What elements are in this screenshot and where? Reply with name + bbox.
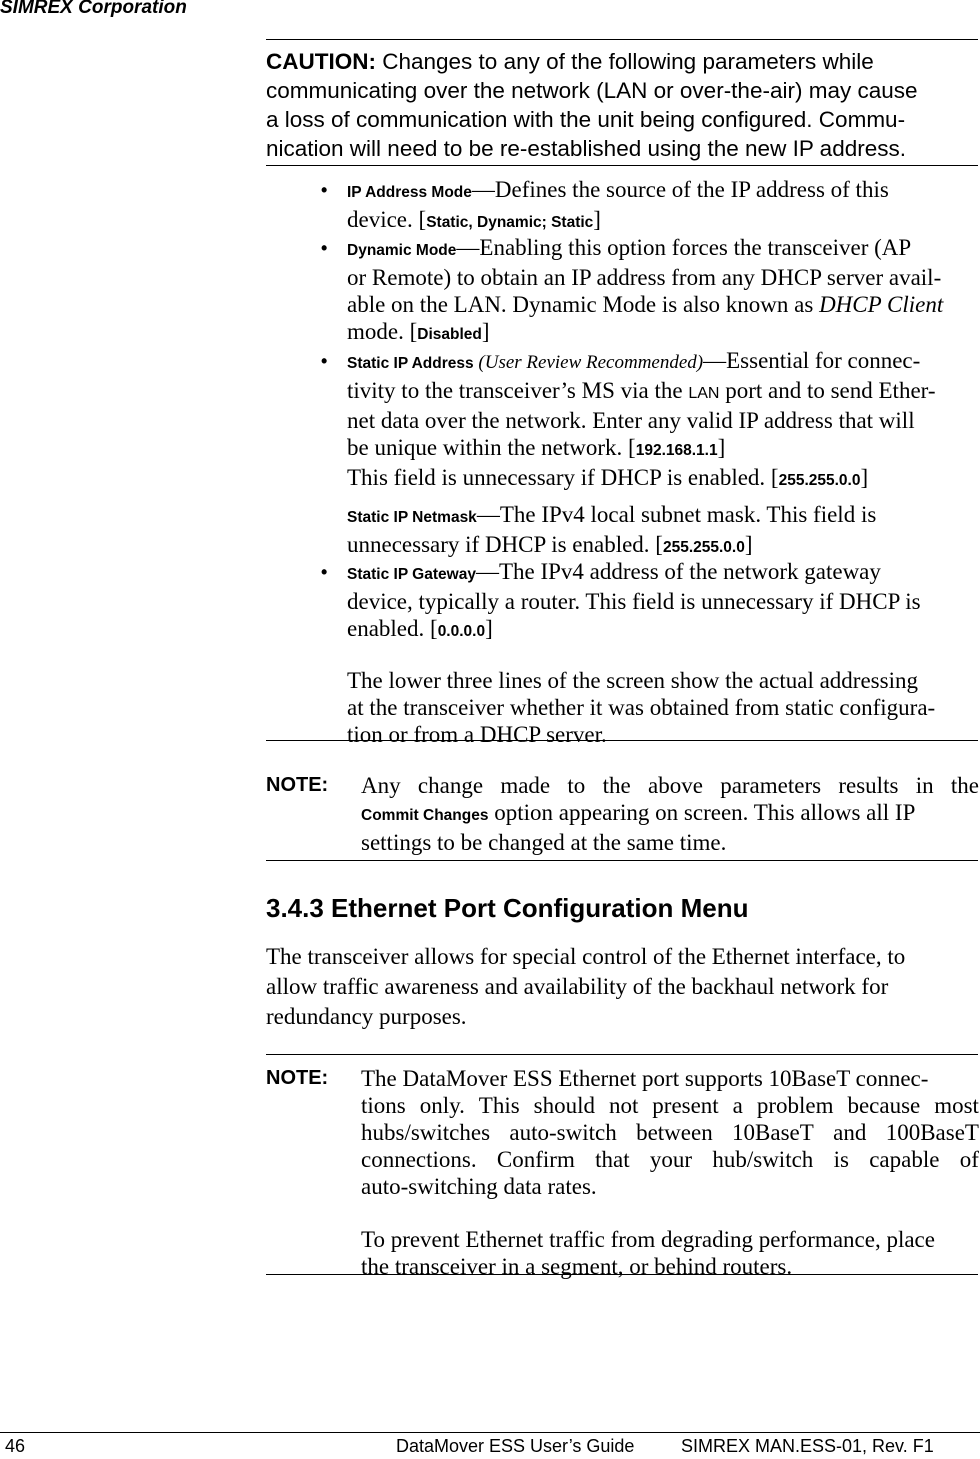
- static-ip-address-item: Static IP Address (User Review Recommended)—Essential for connec- tivity to the transceiver’s MS via the LAN port and to send Ether- net data over the network. Enter any valid IP address that will be unique within the network. [192.168.1.1] This field is unnecessary if DHCP is enabled. [255.255.0.0]: [347, 348, 936, 490]
- note2-label: NOTE:: [266, 1067, 329, 1089]
- caution-top-rule: [266, 39, 978, 40]
- caution-line-1: CAUTION: Changes to any of the following parameters while: [266, 49, 874, 74]
- static-ip-address-default: 192.168.1.1: [635, 442, 718, 459]
- footer-page-number: 46: [5, 1436, 26, 1456]
- ip-address-mode-item: IP Address Mode—Defines the source of the IP address of this device. [Static, Dynamic; Static]: [347, 177, 889, 232]
- dhcp-client-term: DHCP Client: [819, 292, 944, 317]
- ip-address-mode-default: Static, Dynamic; Static: [426, 214, 594, 231]
- dynamic-mode-label: Dynamic Mode: [347, 242, 457, 259]
- dynamic-mode-default: Disabled: [417, 326, 482, 343]
- static-ip-gateway-default: 0.0.0.0: [437, 623, 486, 640]
- note2-bottom-rule: [266, 1274, 978, 1275]
- static-ip-netmask-default: 255.255.0.0: [662, 539, 745, 556]
- note1-bottom-rule: [266, 860, 978, 861]
- section-body: The transceiver allows for special control of the Ethernet interface, to allow traffic awareness and availability of the backhaul network for redundancy purposes.: [266, 944, 906, 1029]
- static-ip-netmask-item: Static IP Netmask—The IPv4 local subnet mask. This field is unnecessary if DHCP is enabled. [255.255.0.0]: [347, 502, 877, 557]
- footer-guide-title: DataMover ESS User’s Guide: [396, 1436, 635, 1456]
- note2-line-2: tions only. This should not present a problem because most: [361, 1093, 979, 1118]
- note1-body: Any change made to the above parameters results in the Commit Changes option appearing on screen. This allows all IP settings to be changed at the same time.: [361, 773, 979, 855]
- static-ip-gateway-label: Static IP Gateway: [347, 566, 476, 583]
- commit-changes-label: Commit Changes: [361, 807, 489, 824]
- note2-line-4: connections. Confirm that your hub/switch is capable of: [361, 1147, 979, 1172]
- note1-label: NOTE:: [266, 774, 329, 796]
- caution-line-3: a loss of communication with the unit being configured. Commu-: [266, 107, 906, 132]
- static-ip-gateway-item: Static IP Gateway—The IPv4 address of the network gateway device, typically a router. This field is unnecessary if DHCP is enabled. [0.0.0.0]: [347, 559, 921, 641]
- bullet-icon: •: [321, 238, 328, 258]
- note2-line-3: hubs/switches auto-switch between 10BaseT and 100BaseT: [361, 1120, 979, 1145]
- running-header-company: SIMREX Corporation: [0, 0, 187, 18]
- ip-address-mode-label: IP Address Mode: [347, 184, 472, 201]
- caution-block: [266, 47, 978, 163]
- note2-body: The DataMover ESS Ethernet port supports 10BaseT connec- tions only. This should not present a problem because most hubs/switches auto-switch between 10BaseT and 100BaseT connections. Confirm that your hub/switch is capable of auto-switching data rates. To prevent Ethernet traffic from degrading performance, place the transceiver in a segment, or behind routers.: [361, 1066, 979, 1279]
- note2-top-rule: [266, 1054, 978, 1055]
- addressing-paragraph: The lower three lines of the screen show the actual addressing at the transceiver whether it was obtained from static configura- tion or from a DHCP server.: [347, 668, 936, 747]
- caution-bottom-rule: [266, 165, 978, 166]
- static-ip-address-label: Static IP Address: [347, 355, 474, 372]
- footer-rule: [0, 1432, 980, 1433]
- section-heading: 3.4.3 Ethernet Port Configuration Menu: [266, 893, 749, 923]
- bullet-icon: •: [321, 351, 328, 371]
- footer-doc-number: SIMREX MAN.ESS-01, Rev. F1: [681, 1436, 934, 1456]
- caution-line-4: nication will need to be re-established using the new IP address.: [266, 136, 906, 161]
- bullet-icon: •: [321, 562, 328, 582]
- note1-top-rule: [266, 740, 978, 741]
- caution-line-2: communicating over the network (LAN or over-the-air) may cause: [266, 78, 918, 103]
- dynamic-mode-item: Dynamic Mode—Enabling this option forces the transceiver (AP or Remote) to obtain an IP address from any DHCP server avail- able on the LAN. Dynamic Mode is also known as DHCP Client mode. [Disabled]: [347, 235, 944, 344]
- bullet-icon: •: [321, 180, 328, 200]
- note1-line-1: Any change made to the above parameters results in the: [361, 773, 979, 798]
- static-ip-netmask-label: Static IP Netmask: [347, 509, 477, 526]
- caution-label: CAUTION:: [266, 49, 376, 74]
